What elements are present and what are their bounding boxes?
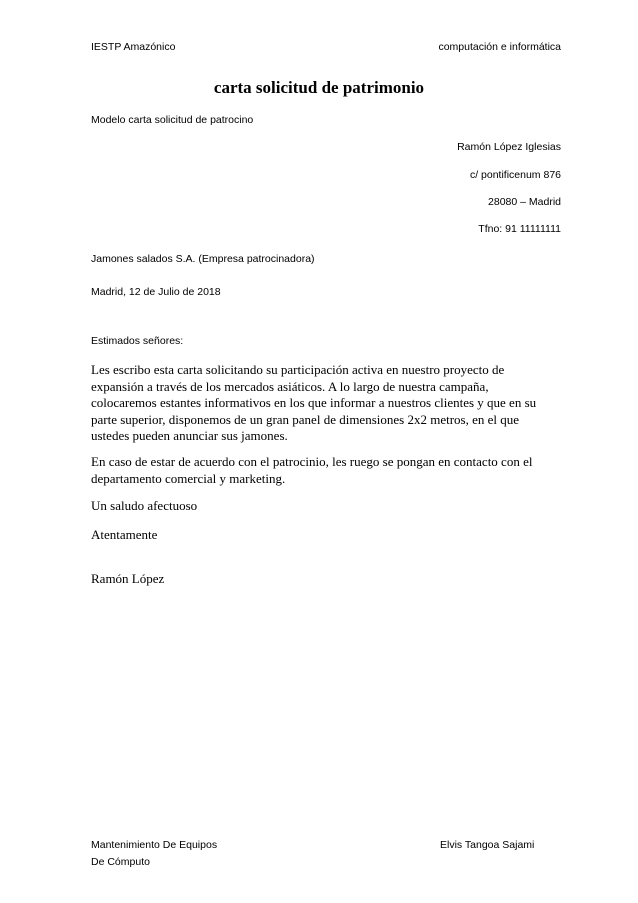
signature: Ramón López bbox=[91, 571, 165, 586]
sender-phone: Tfno: 91 11111111 bbox=[478, 223, 561, 235]
letter-subtitle: Modelo carta solicitud de patrocino bbox=[91, 114, 254, 126]
closing-regards: Atentamente bbox=[91, 527, 158, 542]
recipient: Jamones salados S.A. (Empresa patrocinadora) bbox=[91, 253, 315, 265]
sender-address: c/ pontificenum 876 bbox=[469, 169, 561, 181]
page-title: carta solicitud de patrimonio bbox=[213, 78, 425, 97]
body-paragraph-2: En caso de estar de acuerdo con el patrocinio, les ruego se pongan en contacto con el departamento comercial y marketing. bbox=[91, 454, 533, 486]
sender-name: Ramón López Iglesias bbox=[457, 141, 561, 153]
header-right: computación e informática bbox=[438, 41, 561, 53]
body-paragraph-1: Les escribo esta carta solicitando su participación activa en nuestro proyecto de expansión a través de los mercados asiáticos. A lo largo de nuestra campaña, colocaremos estantes informativos en los que informar a nuestros clientes y que en su parte superior, disponemos de un gran panel de dimensiones 2x2 metros, en el que ustedes pueden anunciar sus jamones. bbox=[91, 362, 537, 443]
greeting: Estimados señores: bbox=[91, 335, 184, 347]
footer-right: Elvis Tangoa Sajami bbox=[440, 839, 535, 851]
header-left: IESTP Amazónico bbox=[91, 41, 176, 53]
sender-city: 28080 – Madrid bbox=[488, 196, 561, 208]
footer-left-line2: De Cómputo bbox=[91, 856, 150, 868]
closing-salutation: Un saludo afectuoso bbox=[91, 498, 198, 513]
letter-date: Madrid, 12 de Julio de 2018 bbox=[91, 286, 221, 298]
footer-left-line1: Mantenimiento De Equipos bbox=[91, 839, 218, 851]
